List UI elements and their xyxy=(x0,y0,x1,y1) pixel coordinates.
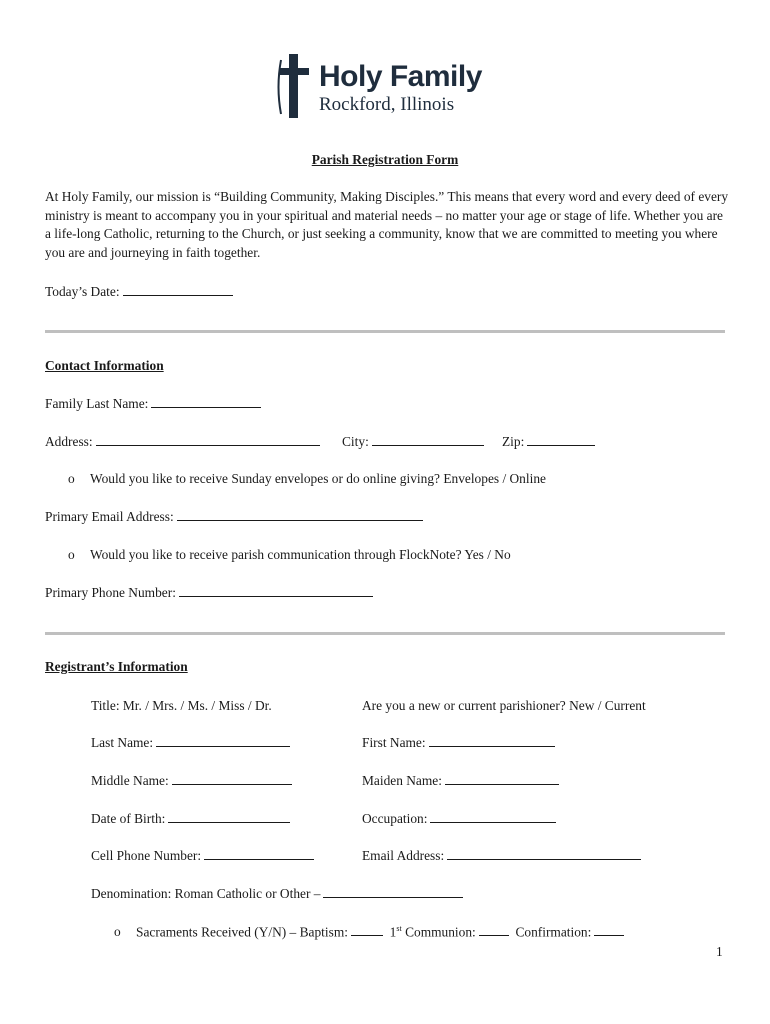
denomination-field xyxy=(91,886,463,902)
new-or-current-question: Are you a new or current parishioner? New / Current xyxy=(362,698,646,713)
family-last-name-blank[interactable] xyxy=(151,396,261,408)
middle-name-label: Middle Name: xyxy=(91,773,169,788)
family-last-name-label: Family Last Name: xyxy=(45,396,149,411)
dob-blank[interactable] xyxy=(168,811,290,823)
cell-phone-blank[interactable] xyxy=(204,848,314,860)
logo-title: Holy Family xyxy=(319,60,482,93)
denomination-label: Denomination: Roman Catholic or Other – xyxy=(91,886,321,901)
primary-phone-label: Primary Phone Number: xyxy=(45,585,176,600)
city-blank[interactable] xyxy=(372,434,484,446)
last-name-blank[interactable] xyxy=(156,735,290,747)
primary-phone-field xyxy=(45,585,373,601)
primary-email-field xyxy=(45,509,423,525)
zip-field xyxy=(502,434,595,450)
title-options: Title: Mr. / Mrs. / Ms. / Miss / Dr. xyxy=(91,698,272,713)
middle-name-blank[interactable] xyxy=(172,773,292,785)
family-last-name-field xyxy=(45,396,261,412)
section-divider xyxy=(45,330,725,333)
city-field xyxy=(342,434,484,450)
baptism-blank[interactable] xyxy=(351,924,383,936)
sacraments-label: Sacraments Received (Y/N) – Baptism: xyxy=(136,924,348,940)
occupation-field xyxy=(362,811,556,827)
logo-subtitle: Rockford, Illinois xyxy=(319,94,455,115)
occupation-blank[interactable] xyxy=(430,811,556,823)
first-name-label: First Name: xyxy=(362,735,426,750)
intro-paragraph: At Holy Family, our mission is “Building Community, Making Disciples.” This means that every word and every deed of every ministry is meant to accompany you in your spiritual and material needs – no matter your age or stage of life. Whether you are a life-long Catholic, returning to the Church, or just seeking a community, know that we are committed to meeting you where you are and journeying in faith together. xyxy=(45,189,729,261)
flocknote-question-text: Would you like to receive parish communication through FlockNote? Yes / No xyxy=(90,547,511,562)
confirmation-label: Confirmation: xyxy=(515,924,592,940)
address-field xyxy=(45,434,320,450)
maiden-name-field xyxy=(362,773,559,789)
registrant-heading: Registrant’s Information xyxy=(45,659,188,674)
bullet-marker: o xyxy=(68,547,75,562)
communion-number: 1 xyxy=(389,924,397,940)
bullet-marker: o xyxy=(114,924,121,940)
registrant-email-field xyxy=(362,848,641,864)
page-number: 1 xyxy=(716,944,723,959)
denomination-blank[interactable] xyxy=(323,886,463,898)
bullet-marker: o xyxy=(68,471,75,486)
registrant-email-blank[interactable] xyxy=(447,848,641,860)
occupation-label: Occupation: xyxy=(362,811,428,826)
dob-label: Date of Birth: xyxy=(91,811,166,826)
first-name-blank[interactable] xyxy=(429,735,555,747)
first-name-field xyxy=(362,735,555,751)
last-name-field xyxy=(91,735,290,751)
address-label: Address: xyxy=(45,434,93,449)
address-blank[interactable] xyxy=(96,434,320,446)
last-name-label: Last Name: xyxy=(91,735,154,750)
contact-heading: Contact Information xyxy=(45,358,164,373)
todays-date-blank[interactable] xyxy=(123,284,233,296)
cell-phone-field xyxy=(91,848,314,864)
confirmation-blank[interactable] xyxy=(594,924,624,936)
envelopes-question xyxy=(68,471,546,487)
maiden-name-label: Maiden Name: xyxy=(362,773,442,788)
flocknote-question xyxy=(68,547,511,563)
city-label: City: xyxy=(342,434,369,449)
cross-icon xyxy=(275,52,315,120)
middle-name-field xyxy=(91,773,292,789)
communion-label: Communion: xyxy=(401,924,476,940)
parish-logo xyxy=(275,52,505,120)
todays-date-label: Today’s Date: xyxy=(45,284,120,299)
envelopes-question-text: Would you like to receive Sunday envelopes or do online giving? Envelopes / Online xyxy=(90,471,546,486)
registrant-email-label: Email Address: xyxy=(362,848,445,863)
primary-email-label: Primary Email Address: xyxy=(45,509,174,524)
todays-date-field xyxy=(45,284,233,300)
sacraments-field xyxy=(114,924,624,940)
cell-phone-label: Cell Phone Number: xyxy=(91,848,202,863)
dob-field xyxy=(91,811,290,827)
primary-phone-blank[interactable] xyxy=(179,585,373,597)
communion-ordinal: st xyxy=(396,924,402,933)
communion-blank[interactable] xyxy=(479,924,509,936)
maiden-name-blank[interactable] xyxy=(445,773,559,785)
zip-blank[interactable] xyxy=(527,434,595,446)
section-divider xyxy=(45,632,725,635)
form-title: Parish Registration Form xyxy=(311,152,459,167)
zip-label: Zip: xyxy=(502,434,525,449)
primary-email-blank[interactable] xyxy=(177,509,423,521)
